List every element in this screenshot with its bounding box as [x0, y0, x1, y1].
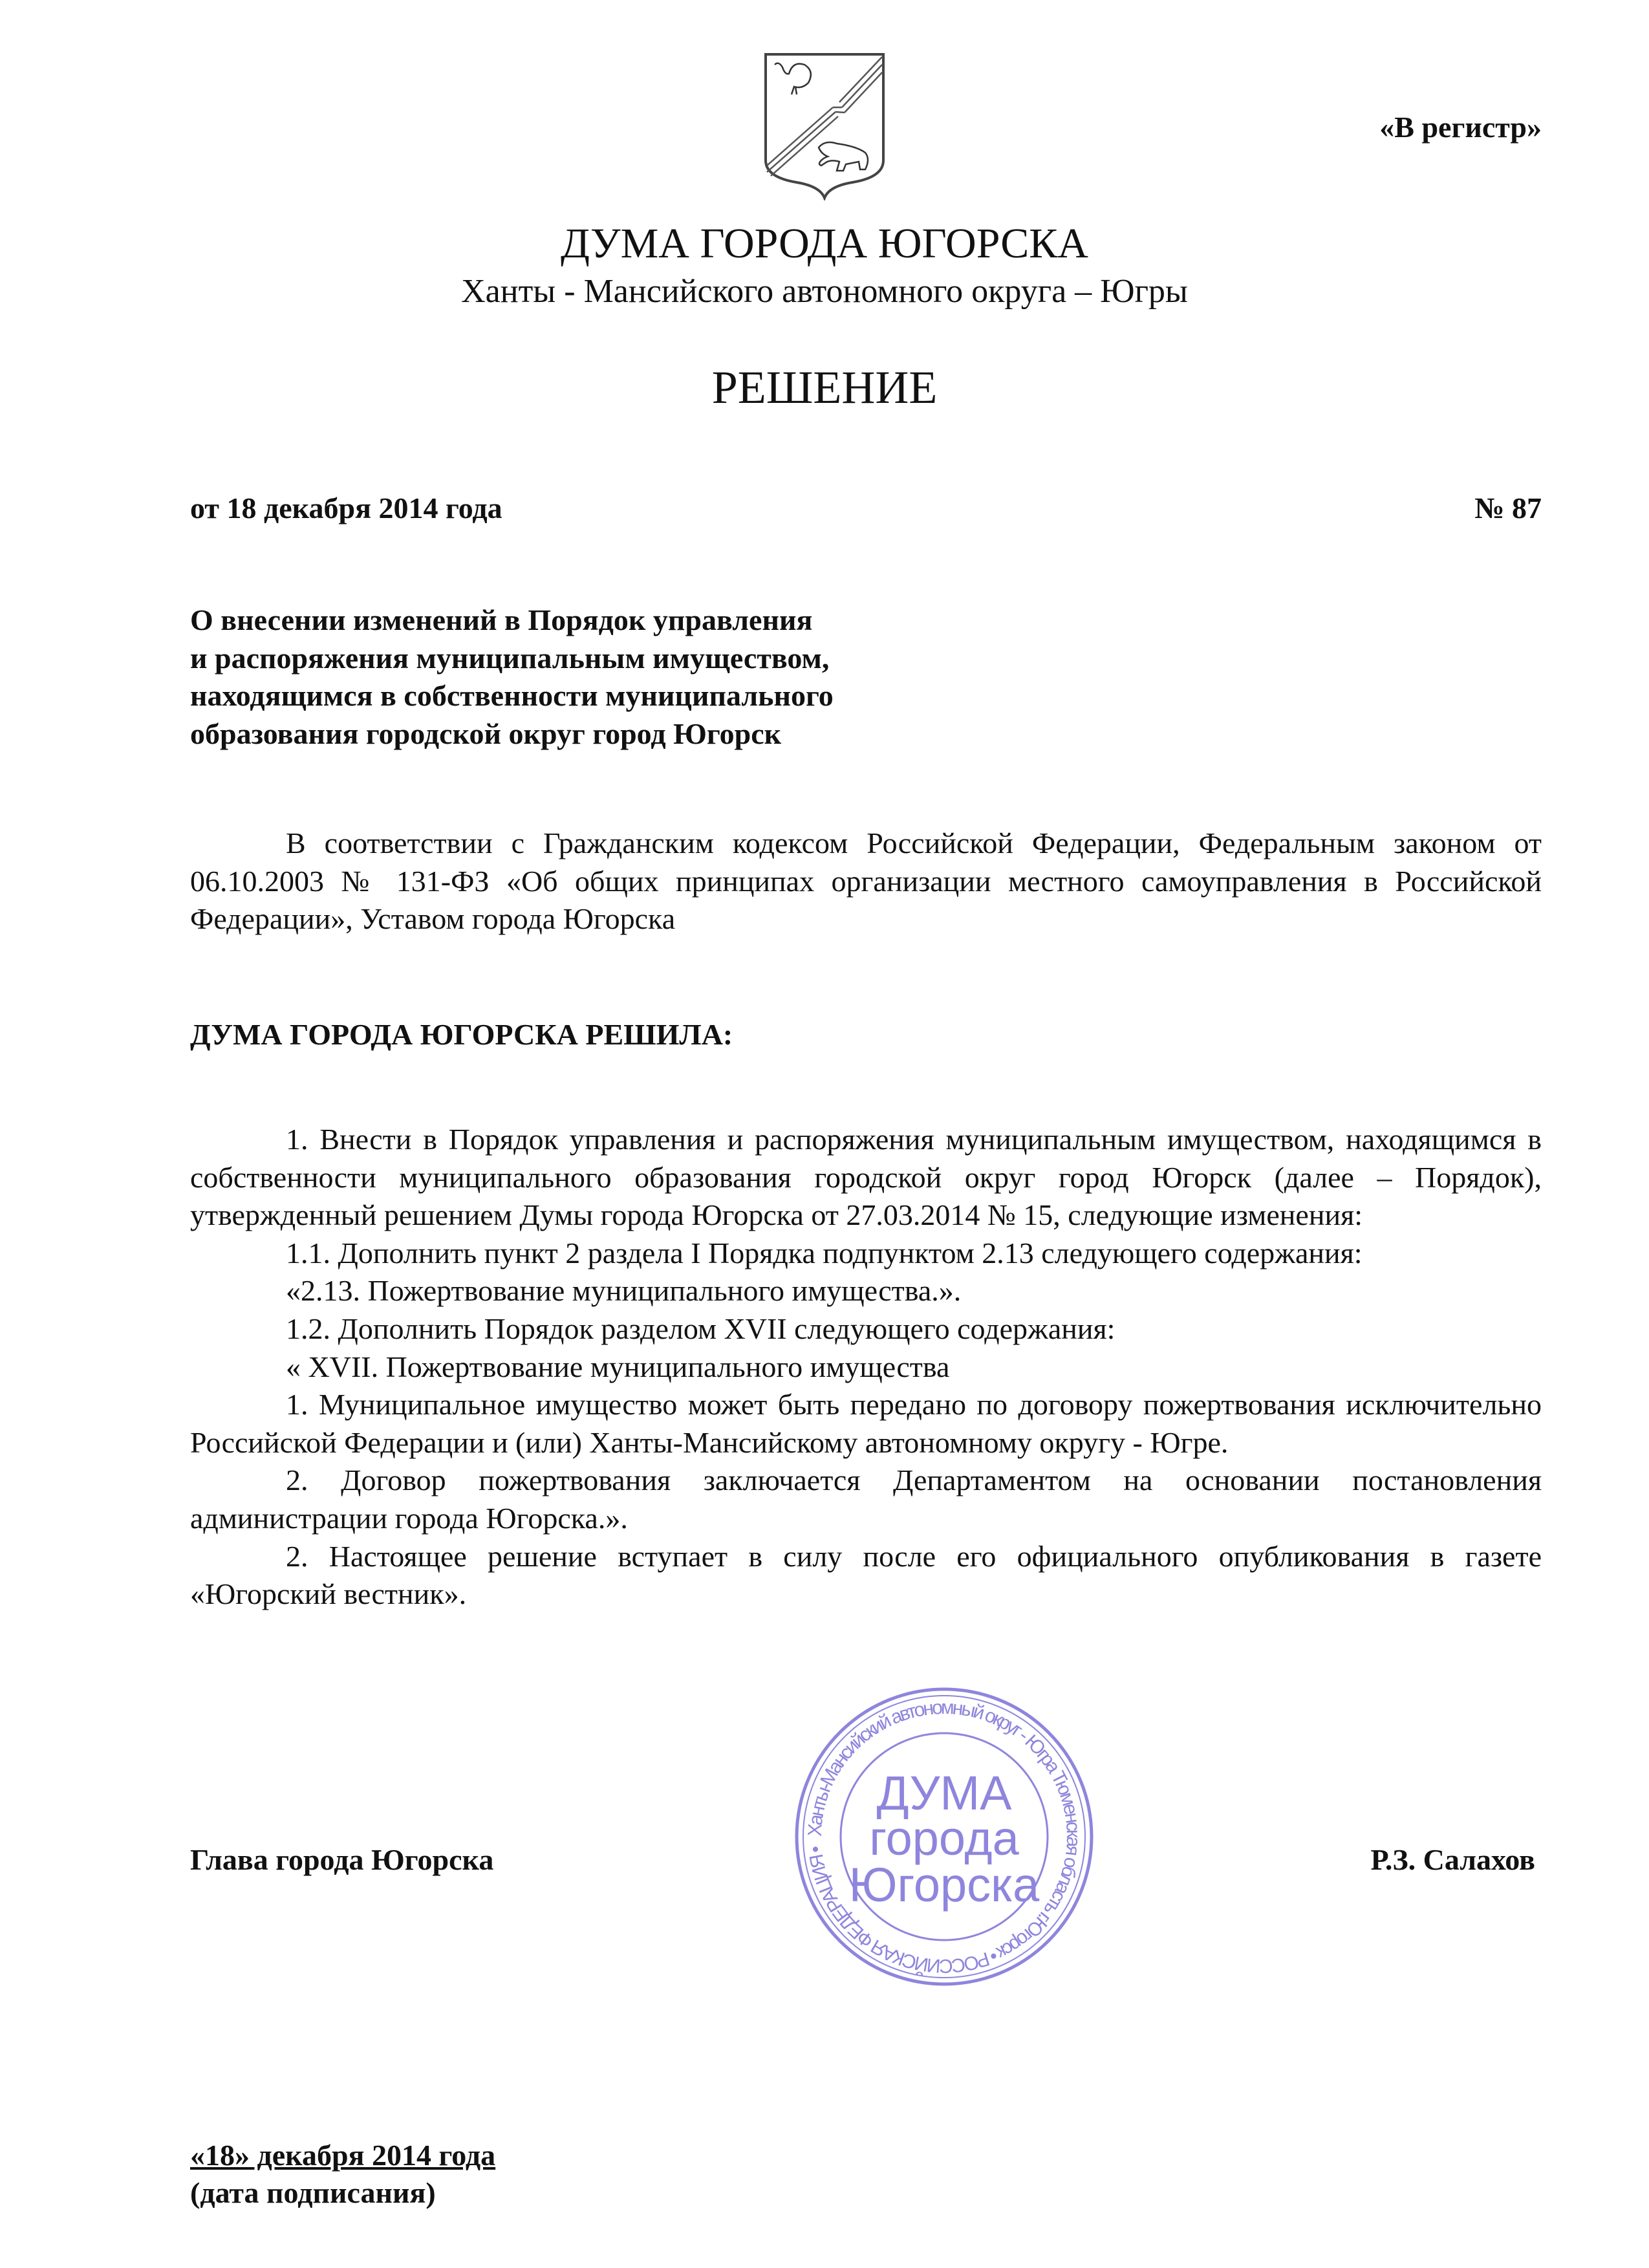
seal-ring-text: Ханты-Мансийский автономный округ - Югра Тюменская область г.Югорск • РОССИЙСКАЯ ФЕДЕРАЦИЯ • — [804, 1696, 1084, 1977]
title-line: О внесении изменений в Порядок управления — [190, 603, 813, 636]
item: 1.2. Дополнить Порядок разделом XVII следующего содержания: — [286, 1312, 1116, 1345]
coat-of-arms-emblem — [762, 50, 887, 200]
official-seal — [789, 1681, 1099, 1992]
item: 2. Настоящее решение вступает в силу после его официального опубликования в газете «Югорский вестник». — [190, 1539, 1542, 1611]
title-line: и распоряжения муниципальным имуществом, — [190, 641, 830, 675]
register-mark: «В регистр» — [1379, 111, 1542, 144]
signatory-name: Р.З. Салахов — [1370, 1843, 1535, 1876]
resolved-heading: ДУМА ГОРОДА ЮГОРСКА РЕШИЛА: — [190, 1018, 733, 1051]
decision-items — [190, 1121, 1542, 1614]
document-type: РЕШЕНИЕ — [711, 362, 938, 413]
decision-number: № 87 — [1474, 491, 1542, 524]
title-line: образования городской округ город Югорск — [190, 717, 782, 750]
title-line: находящимся в собственности муниципального — [190, 679, 834, 713]
signing-date: «18» декабря 2014 года — [190, 2139, 496, 2172]
signatory-position: Глава города Югорска — [190, 1843, 494, 1876]
signing-date-caption: (дата подписания) — [190, 2176, 436, 2209]
item: 1. Внести в Порядок управления и распоряжения муниципальным имуществом, находящимся в собственности муниципального образования городской округ город Югорск (далее – Порядок), утвержденный решением Думы города Югорска от 27.03.2014 № 15, следующие изменения: — [190, 1123, 1542, 1232]
seal-line: Югорска — [848, 1858, 1040, 1912]
seal-line: города — [869, 1811, 1019, 1865]
org-title: ДУМА ГОРОДА ЮГОРСКА — [561, 220, 1088, 267]
item: « XVII. Пожертвование муниципального имущества — [286, 1350, 950, 1383]
item: 1. Муниципальное имущество может быть передано по договору пожертвования исключительно Российской Федерации и (или) Ханты-Мансийскому автономному округу - Югре. — [190, 1388, 1542, 1459]
seal-line: ДУМА — [876, 1766, 1012, 1820]
preamble: В соответствии с Гражданским кодексом Российской Федерации, Федеральным законом от 06.10.2003 № 131-ФЗ «Об общих принципах организации местного самоуправления в Российской Федерации», Уставом города Югорска — [190, 826, 1542, 936]
item: 1.1. Дополнить пункт 2 раздела I Порядка подпунктом 2.13 следующего содержания: — [286, 1236, 1363, 1269]
decision-title — [190, 601, 834, 753]
item: 2. Договор пожертвования заключается Департаментом на основании постановления администрации города Югорска.». — [190, 1463, 1542, 1535]
item: «2.13. Пожертвование муниципального имущества.». — [286, 1274, 962, 1308]
decision-date: от 18 декабря 2014 года — [190, 491, 502, 524]
region-subtitle: Ханты - Мансийского автономного округа – Югры — [461, 273, 1188, 310]
